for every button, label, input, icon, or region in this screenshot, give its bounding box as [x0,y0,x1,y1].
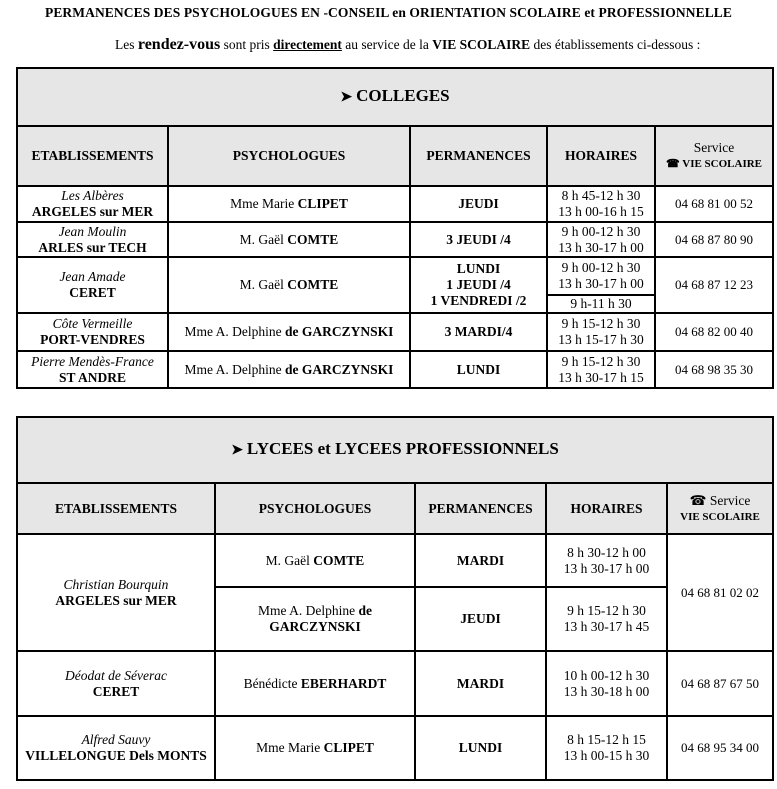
psychologue-lastname: COMTE [287,277,339,292]
column-header-horaires: HORAIRES [547,126,655,186]
table-row [17,716,773,780]
psychologue-cell [215,587,415,651]
column-header-permanences: PERMANENCES [415,483,546,534]
table-row [17,257,773,295]
etablissement-name: Les Albères [61,188,124,203]
psychologue-firstname: Bénédicte [243,675,301,691]
horaire-line: 8 h 15-12 h 15 [567,732,646,747]
vie-scolaire-label: VIE SCOLAIRE [680,510,760,523]
table-row [17,313,773,351]
horaires-cell: 9 h-11 h 30 [547,295,655,313]
permanence-cell [410,222,547,257]
subtitle-rendezvous: rendez-vous [137,36,221,53]
psychologue-firstname: M. Gaël [265,552,314,568]
permanence-day: 1 VENDREDI /2 [430,293,527,308]
etablissement-cell [17,351,168,388]
horaires-cell [546,534,667,587]
psychologue-firstname: Mme Marie [230,196,298,211]
psychologue-firstname: Mme A. Delphine [184,361,286,377]
horaires-cell [546,587,667,651]
lycees-heading [17,417,773,483]
etablissement-cell [17,186,168,222]
psychologue-lastname: de GARCZYNSKI [285,361,394,377]
horaire-line: 13 h 30-17 h 00 [563,560,650,576]
psychologue-lastname: de GARCZYNSKI [285,324,394,339]
psychologue-cell [215,534,415,587]
column-header-etablissements: ETABLISSEMENTS [17,483,215,534]
service-text: Service [709,492,751,508]
column-header-psychologues: PSYCHOLOGUES [168,126,410,186]
column-header-service [655,126,773,186]
psychologue-firstname: M. Gaël [239,277,288,292]
etablissement-cell [17,222,168,257]
permanence-cell: MARDI [415,651,546,716]
lycees-heading-text: LYCEES et LYCEES PROFESSIONNELS [246,439,559,458]
etablissement-city: PORT-VENDRES [40,332,145,347]
etablissement-name: Jean Amade [59,269,126,284]
horaires-cell [547,257,655,295]
table-row [17,351,773,388]
column-header-etablissements: ETABLISSEMENTS [17,126,168,186]
horaire-line: 9 h 15-12 h 30 [567,603,646,618]
subtitle-text: au service de la [341,37,433,52]
vie-scolaire-text: VIE SCOLAIRE [682,158,763,170]
etablissement-name: Pierre Mendès-France [31,353,154,369]
subtitle-text: Les [115,37,138,52]
phone-cell: 04 68 82 00 40 [655,313,773,351]
psychologue-cell [168,222,410,257]
psychologue-lastname: CLIPET [297,196,348,211]
permanence-cell [410,351,547,388]
lycees-table [16,416,774,781]
psychologue-lastname: de [358,603,372,618]
page-title: PERMANENCES DES PSYCHOLOGUES EN -CONSEIL en ORIENTATION SCOLAIRE et PROFESSIONNELLE [44,5,733,20]
horaire-line: 13 h 30-17 h 15 [558,369,644,385]
horaire-line: 13 h 30-17 h 45 [563,619,650,634]
table-row [17,222,773,257]
etablissement-city: ARLES sur TECH [38,239,147,255]
horaire-line: 10 h 00-12 h 30 [563,667,650,683]
psychologue-lastname: CLIPET [323,740,374,755]
horaire-line: 13 h 30-17 h 00 [558,239,644,255]
permanence-cell: MARDI [415,534,546,587]
page-subtitle [115,36,700,54]
colleges-heading [17,68,773,126]
arrowhead-right-icon: ➤ [231,443,243,458]
permanence-day: 3 MARDI/4 [444,324,513,339]
service-label [671,493,769,509]
table-row [17,186,773,222]
phone-cell: 04 68 87 12 23 [655,257,773,313]
etablissement-name: Déodat de Séverac [65,667,167,683]
horaire-line: 13 h 15-17 h 30 [558,332,644,347]
horaire-line: 9 h 00-12 h 30 [561,260,641,275]
etablissement-city: CERET [92,683,140,699]
psychologue-firstname: Mme Marie [256,740,324,755]
telephone-icon: ☎ [665,158,680,170]
subtitle-text: sont pris [220,37,274,52]
psychologue-cell [168,186,410,222]
colleges-heading-text: COLLEGES [356,86,450,105]
etablissement-cell [17,534,215,651]
psychologue-firstname: Mme A. Delphine [258,603,359,618]
psychologue-lastname: GARCZYNSKI [269,619,361,634]
phone-cell: 04 68 98 35 30 [655,351,773,388]
service-label: Service [693,140,735,155]
horaire-line: 9 h 00-12 h 30 [561,223,641,239]
column-header-psychologues: PSYCHOLOGUES [215,483,415,534]
horaires-cell [547,351,655,388]
permanence-day: 3 JEUDI /4 [446,231,511,247]
psychologue-lastname: EBERHARDT [300,675,387,691]
etablissement-city: VILLELONGUE Dels MONTS [25,748,207,763]
horaire-line: 9 h 15-12 h 30 [561,316,641,331]
column-header-horaires: HORAIRES [546,483,667,534]
column-header-service [667,483,773,534]
phone-cell: 04 68 87 80 90 [655,222,773,257]
horaire-line: 9 h 15-12 h 30 [561,353,641,369]
etablissement-name: Christian Bourquin [63,576,169,592]
subtitle-directement: directement [273,37,342,52]
etablissement-name: Jean Moulin [58,223,127,239]
etablissement-city: CERET [69,285,116,300]
column-header-permanences: PERMANENCES [410,126,547,186]
horaires-cell [546,716,667,780]
horaire-line: 13 h 00-16 h 15 [558,204,644,219]
vie-scolaire-label [659,156,769,172]
horaire-line: 8 h 45-12 h 30 [561,188,641,203]
table-row [17,651,773,716]
etablissement-cell [17,716,215,780]
psychologue-cell [215,716,415,780]
psychologue-lastname: COMTE [313,552,365,568]
phone-cell: 04 68 95 34 00 [667,716,773,780]
psychologue-cell [215,651,415,716]
horaire-line: 13 h 30-18 h 00 [563,683,650,699]
horaires-cell [546,651,667,716]
table-row [17,534,773,587]
psychologue-cell [168,257,410,313]
horaire-line: 13 h 00-15 h 30 [563,748,650,763]
horaires-cell [547,222,655,257]
permanence-cell [410,186,547,222]
permanence-day: JEUDI [458,196,499,211]
horaire-line: 13 h 30-17 h 00 [558,276,644,291]
psychologue-firstname: Mme A. Delphine [184,324,286,339]
telephone-icon: ☎ [689,492,707,508]
psychologue-lastname: COMTE [287,231,339,247]
psychologue-firstname: M. Gaël [239,231,288,247]
horaires-cell [547,186,655,222]
permanence-day: 1 JEUDI /4 [446,277,511,292]
phone-cell: 04 68 87 67 50 [667,651,773,716]
permanence-cell: LUNDI [415,716,546,780]
subtitle-vie-scolaire: VIE SCOLAIRE [432,37,531,52]
arrowhead-right-icon: ➤ [340,90,353,105]
horaires-cell [547,313,655,351]
psychologue-cell [168,351,410,388]
phone-cell: 04 68 81 00 52 [655,186,773,222]
permanence-cell [410,257,547,313]
etablissement-cell [17,257,168,313]
etablissement-city: ARGELES sur MER [31,204,154,219]
etablissement-cell [17,313,168,351]
psychologue-cell [168,313,410,351]
permanence-day: LUNDI [456,361,501,377]
etablissement-cell [17,651,215,716]
colleges-table [16,67,774,389]
phone-cell: 04 68 81 02 02 [667,534,773,651]
permanence-cell: JEUDI [415,587,546,651]
etablissement-city: ST ANDRE [59,369,126,385]
subtitle-text: des établissements ci-dessous : [530,37,701,52]
etablissement-city: ARGELES sur MER [55,592,177,608]
permanence-day: LUNDI [456,261,501,276]
permanence-cell [410,313,547,351]
horaire-line: 8 h 30-12 h 00 [567,544,646,560]
etablissement-name: Alfred Sauvy [81,732,151,747]
etablissement-name: Côte Vermeille [52,316,133,331]
